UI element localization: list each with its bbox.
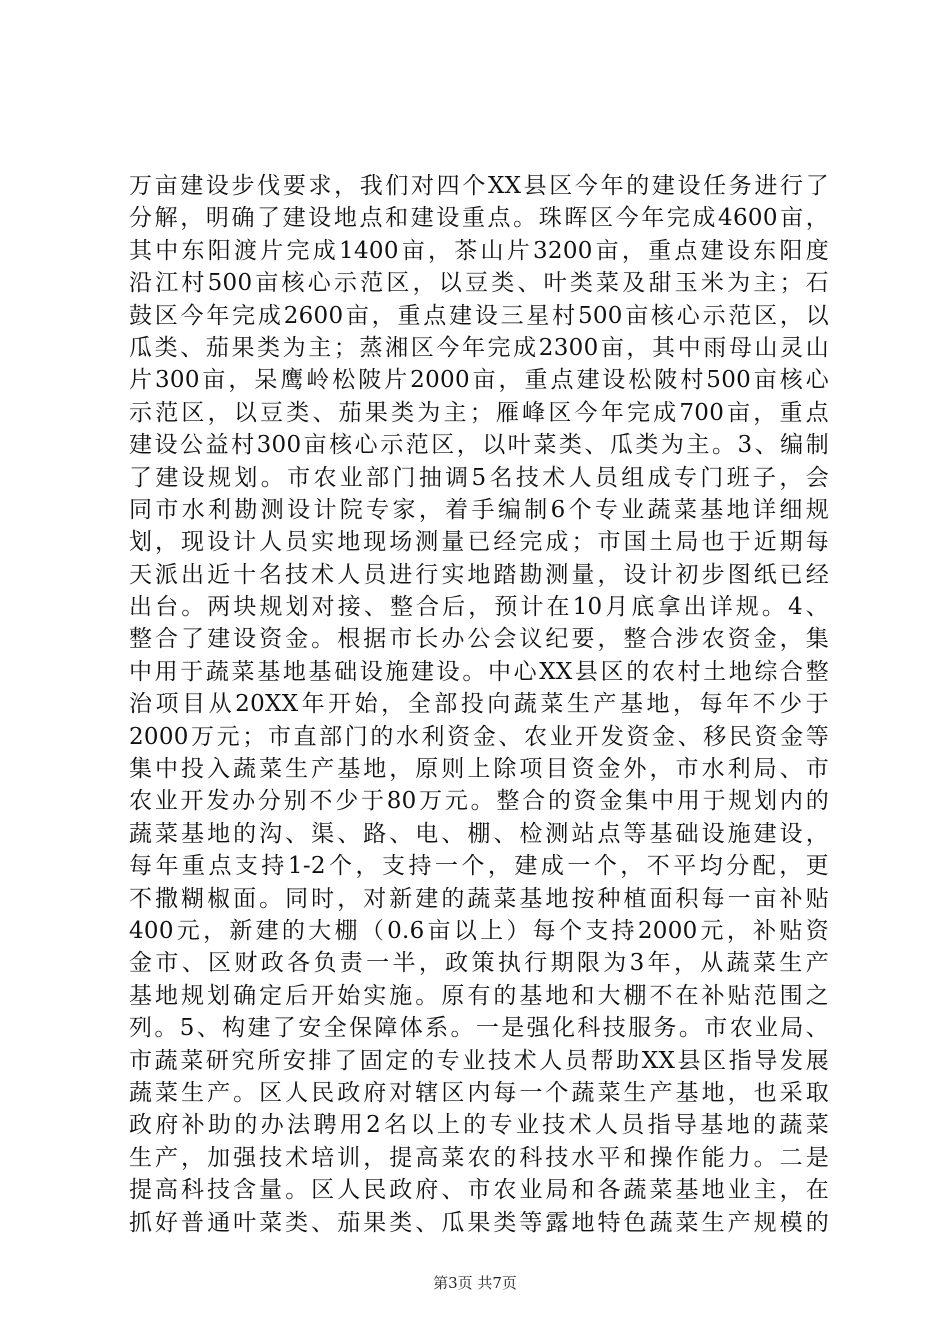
text-line: 蔬菜基地的沟、渠、路、电、棚、检测站点等基础设施建设， [129, 820, 829, 847]
text-line: 分解，明确了建设地点和建设重点。珠晖区今年完成4600亩， [129, 205, 829, 232]
text-line: 万亩建设步伐要求，我们对四个XX县区今年的建设任务进行了 [129, 173, 829, 199]
text-line: 沿江村500亩核心示范区，以豆类、叶类菜及甜玉米为主；石 [129, 270, 829, 297]
text-line: 中用于蔬菜基地基础设施建设。中心XX县区的农村土地综合整 [129, 658, 829, 685]
text-line: 鼓区今年完成2600亩，重点建设三星村500亩核心示范区，以 [129, 302, 829, 329]
text-line: 400元，新建的大棚（0.6亩以上）每个支持2000元，补贴资 [129, 917, 829, 944]
text-line: 生产，加强技术培训，提高菜农的科技水平和操作能力。二是 [129, 1144, 829, 1171]
page-footer: 第3页 共7页 [433, 1274, 517, 1292]
text-line: 农业开发办分别不少于80万元。整合的资金集中用于规划内的 [129, 788, 829, 815]
text-line: 金市、区财政各负责一半，政策执行期限为3年，从蔬菜生产 [129, 950, 829, 977]
body-text [129, 170, 829, 1239]
text-line: 每年重点支持1-2个，支持一个，建成一个，不平均分配，更 [129, 853, 829, 880]
text-line: 基地规划确定后开始实施。原有的基地和大棚不在补贴范围之 [129, 982, 829, 1009]
text-line: 同市水利勘测设计院专家，着手编制6个专业蔬菜基地详细规 [129, 496, 829, 523]
text-line: 瓜类、茄果类为主；蒸湘区今年完成2300亩，其中雨母山灵山 [129, 334, 829, 361]
text-line: 出台。两块规划对接、整合后，预计在10月底拿出详规。4、 [129, 594, 829, 621]
text-line: 集中投入蔬菜生产基地，原则上除项目资金外，市水利局、市 [129, 756, 829, 783]
text-line: 治项目从20XX年开始，全部投向蔬菜生产基地，每年不少于 [129, 691, 829, 718]
text-line: 抓好普通叶菜类、茄果类、瓜果类等露地特色蔬菜生产规模的 [129, 1209, 829, 1236]
text-line: 蔬菜生产。区人民政府对辖区内每一个蔬菜生产基地，也采取 [129, 1079, 829, 1106]
text-line: 了建设规划。市农业部门抽调5名技术人员组成专门班子，会 [129, 464, 829, 491]
text-line: 列。5、构建了安全保障体系。一是强化科技服务。市农业局、 [129, 1015, 829, 1042]
text-line: 不撒糊椒面。同时，对新建的蔬菜基地按种植面积每一亩补贴 [129, 885, 829, 912]
text-line: 市蔬菜研究所安排了固定的专业技术人员帮助XX县区指导发展 [129, 1047, 829, 1074]
text-line: 建设公益村300亩核心示范区，以叶菜类、瓜类为主。3、编制 [129, 432, 829, 459]
text-line: 整合了建设资金。根据市长办公会议纪要，整合涉农资金，集 [129, 626, 829, 653]
text-line: 提高科技含量。区人民政府、市农业局和各蔬菜基地业主，在 [129, 1177, 829, 1204]
text-line: 片300亩，呆鹰岭松陂片2000亩，重点建设松陂村500亩核心 [129, 367, 829, 394]
text-line: 示范区，以豆类、茄果类为主；雁峰区今年完成700亩，重点 [129, 399, 829, 426]
text-line: 政府补助的办法聘用2名以上的专业技术人员指导基地的蔬菜 [129, 1112, 829, 1139]
text-line: 2000万元；市直部门的水利资金、农业开发资金、移民资金等 [129, 723, 829, 750]
text-line: 天派出近十名技术人员进行实地踏勘测量，设计初步图纸已经 [129, 561, 829, 588]
text-line: 其中东阳渡片完成1400亩，茶山片3200亩，重点建设东阳度 [129, 237, 829, 264]
text-line: 划，现设计人员实地现场测量已经完成；市国土局也于近期每 [129, 529, 829, 556]
